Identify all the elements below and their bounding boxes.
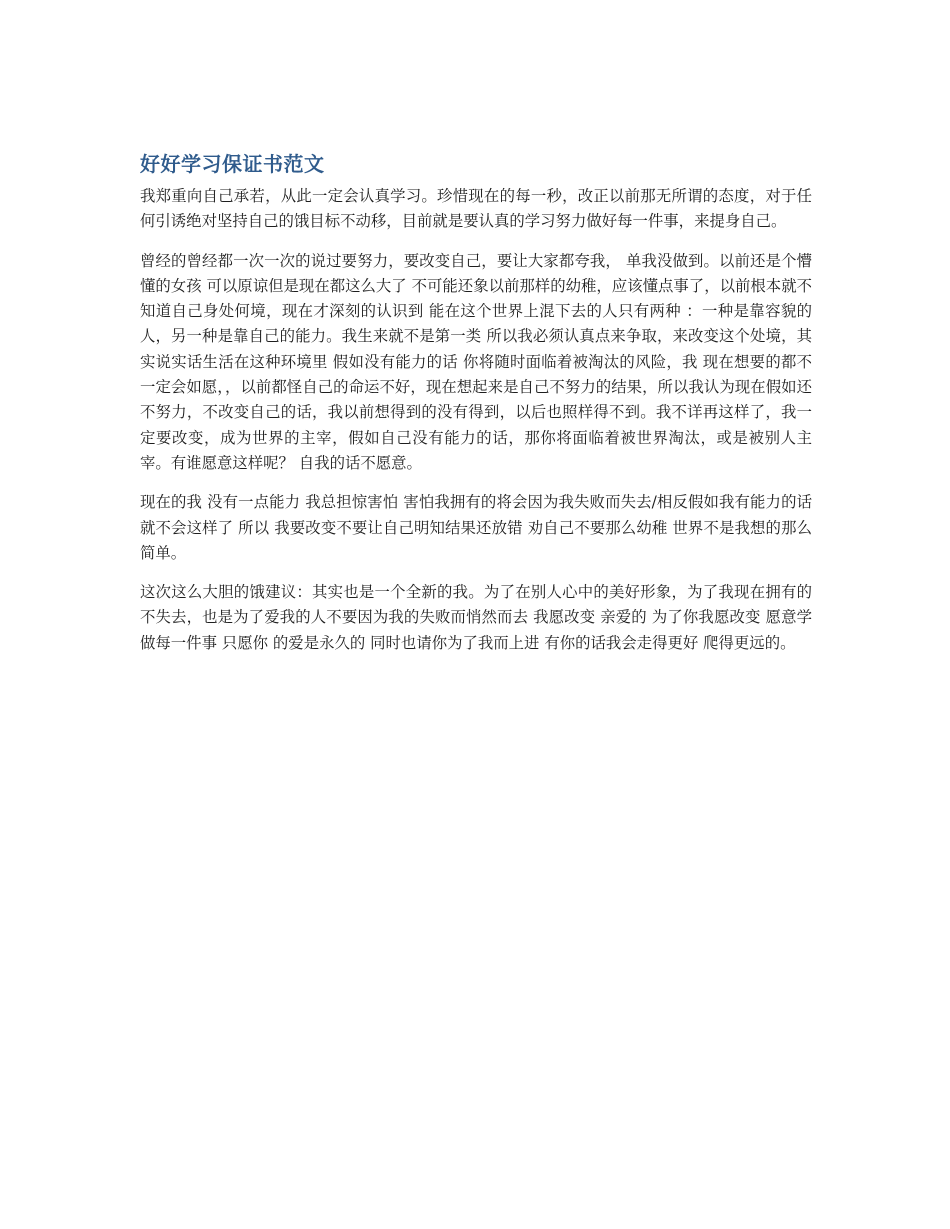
- document-title: 好好学习保证书范文: [140, 152, 325, 176]
- document-body: [140, 148, 812, 670]
- paragraph-1: 我郑重向自己承若，从此一定会认真学习。珍惜现在的每一秒，改正以前那无所谓的态度，对于任何引诱绝对坚持自己的饿目标不动移，目前就是要认真的学习努力做好每一件事，来提身自己。: [140, 187, 812, 231]
- paragraph-2: 曾经的曾经都一次一次的说过要努力，要改变自己，要让大家都夸我， 单我没做到。以前还是个懵懂的女孩 可以原谅但是现在都这么大了 不可能还象以前那样的幼稚，应该懂点事了，以前根本就不知道自己身处何境，现在才深刻的认识到 能在这个世界上混下去的人只有两种 ：一种是靠容貌的人，另一种是靠自己的能力。我生来就不是第一类 所以我必须认真点来争取，来改变这个处境，其实说实话生活在这种环境里 假如没有能力的话 你将随时面临着被淘汰的风险，我 现在想要的都不一定会如愿，，以前都怪自己的命运不好，现在想起来是自己不努力的结果，所以我认为现在假如还不努力，不改变自己的话，我以前想得到的没有得到，以后也照样得不到。我不详再这样了，我一定要改变，成为世界的主宰，假如自己没有能力的话，那你将面临着被世界淘汰，或是被别人主宰。有谁愿意这样呢？ 自我的话不愿意。: [140, 251, 812, 472]
- paragraph-3: 现在的我 没有一点能力 我总担惊害怕 害怕我拥有的将会因为我失败而失去/相反假如我有能力的话就不会这样了 所以 我要改变不要让自己明知结果还放错 劝自己不要那么幼稚 世界不是我想的那么简单。: [140, 493, 812, 562]
- paragraph-4: 这次这么大胆的饿建议：其实也是一个全新的我。为了在别人心中的美好形象，为了我现在拥有的不失去，也是为了爱我的人不要因为我的失败而悄然而去 我愿改变 亲爱的 为了你我愿改变 愿意学做每一件事 只愿你 的爱是永久的 同时也请你为了我而上进 有你的话我会走得更好 爬得更远的。: [140, 583, 812, 652]
